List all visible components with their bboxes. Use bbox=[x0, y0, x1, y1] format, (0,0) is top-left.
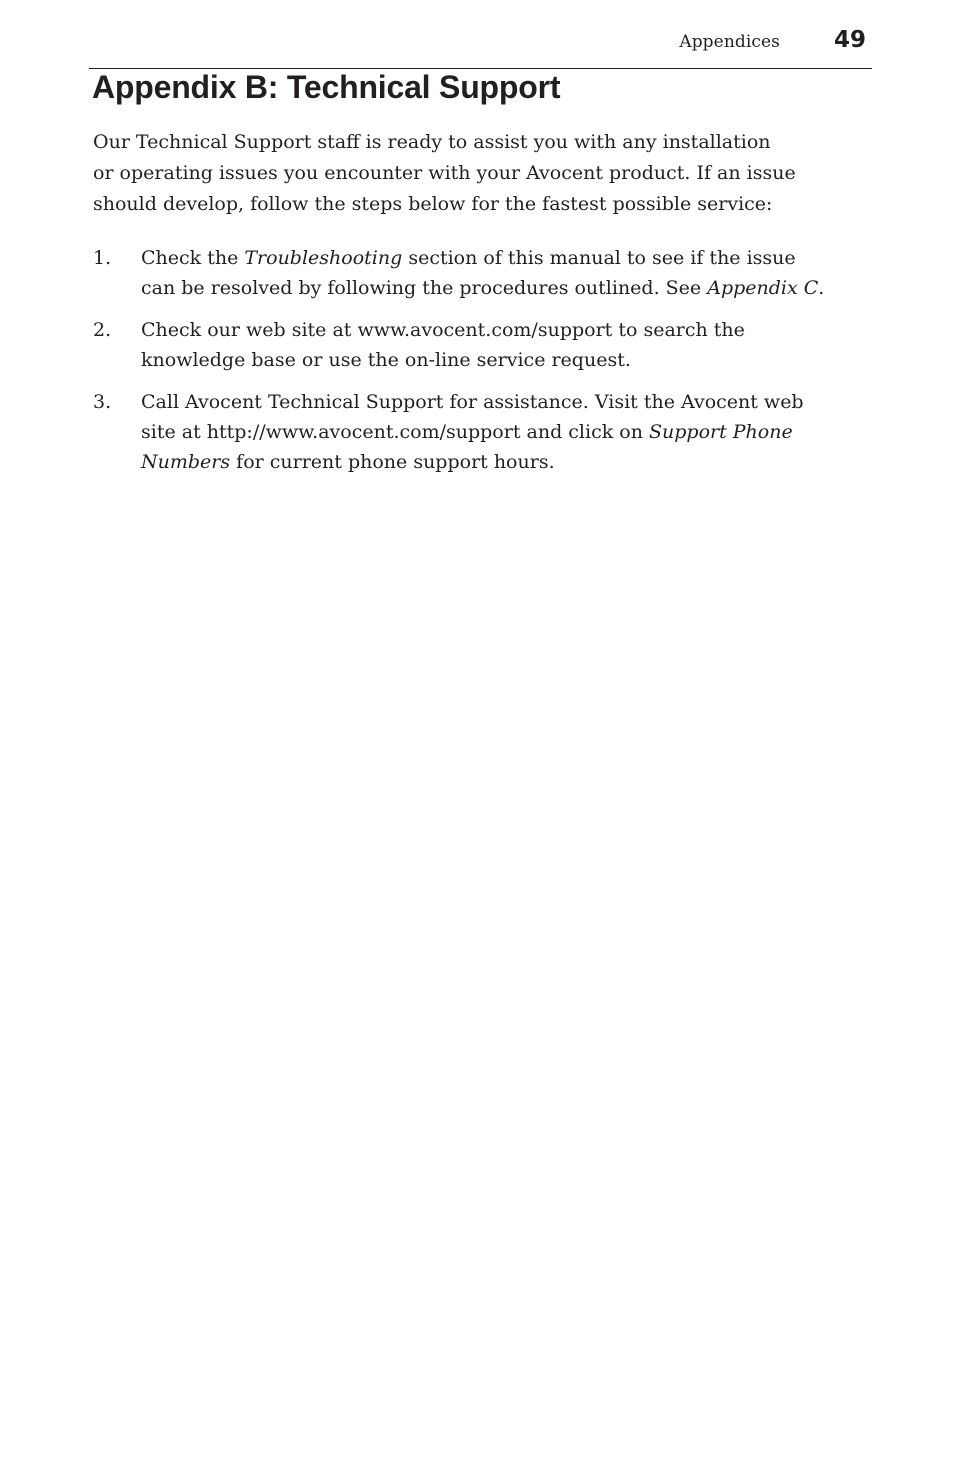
step-line bbox=[141, 273, 863, 303]
step-text: section of this manual to see if the issue bbox=[402, 247, 796, 269]
step-number: 3. bbox=[93, 391, 112, 413]
step-line bbox=[141, 417, 863, 447]
list-item bbox=[93, 387, 863, 477]
step-number: 2. bbox=[93, 319, 112, 341]
support-phone-ref: Numbers bbox=[141, 451, 231, 473]
intro-line: or operating issues you encounter with your Avocent product. If an issue bbox=[93, 162, 796, 184]
step-number: 1. bbox=[93, 247, 112, 269]
step-text: Check the bbox=[141, 247, 245, 269]
step-line bbox=[141, 243, 863, 273]
list-item bbox=[93, 315, 863, 375]
intro-paragraph bbox=[93, 127, 853, 220]
step-text: can be resolved by following the procedures outlined. See bbox=[141, 277, 708, 299]
step-text: site at http://www.avocent.com/support and click on bbox=[141, 421, 649, 443]
section-name: Appendices bbox=[679, 32, 780, 52]
support-phone-ref: Support Phone bbox=[648, 421, 793, 443]
troubleshooting-ref: Troubleshooting bbox=[244, 247, 403, 269]
step-text: . bbox=[818, 277, 825, 299]
intro-line: Our Technical Support staff is ready to assist you with any installation bbox=[93, 131, 771, 153]
step-line: knowledge base or use the on-line service request. bbox=[141, 349, 631, 371]
list-item bbox=[93, 243, 863, 303]
step-line: Call Avocent Technical Support for assistance. Visit the Avocent web bbox=[141, 391, 804, 413]
running-header bbox=[89, 26, 872, 69]
page-number: 49 bbox=[833, 27, 866, 53]
appendix-c-ref: Appendix C bbox=[707, 277, 819, 299]
support-steps-list bbox=[93, 243, 863, 489]
step-line: Check our web site at www.avocent.com/support to search the bbox=[141, 319, 745, 341]
intro-line: should develop, follow the steps below for the fastest possible service: bbox=[93, 193, 773, 215]
step-line bbox=[141, 447, 863, 477]
step-text: for current phone support hours. bbox=[230, 451, 555, 473]
page-title: Appendix B: Technical Support bbox=[92, 69, 561, 105]
